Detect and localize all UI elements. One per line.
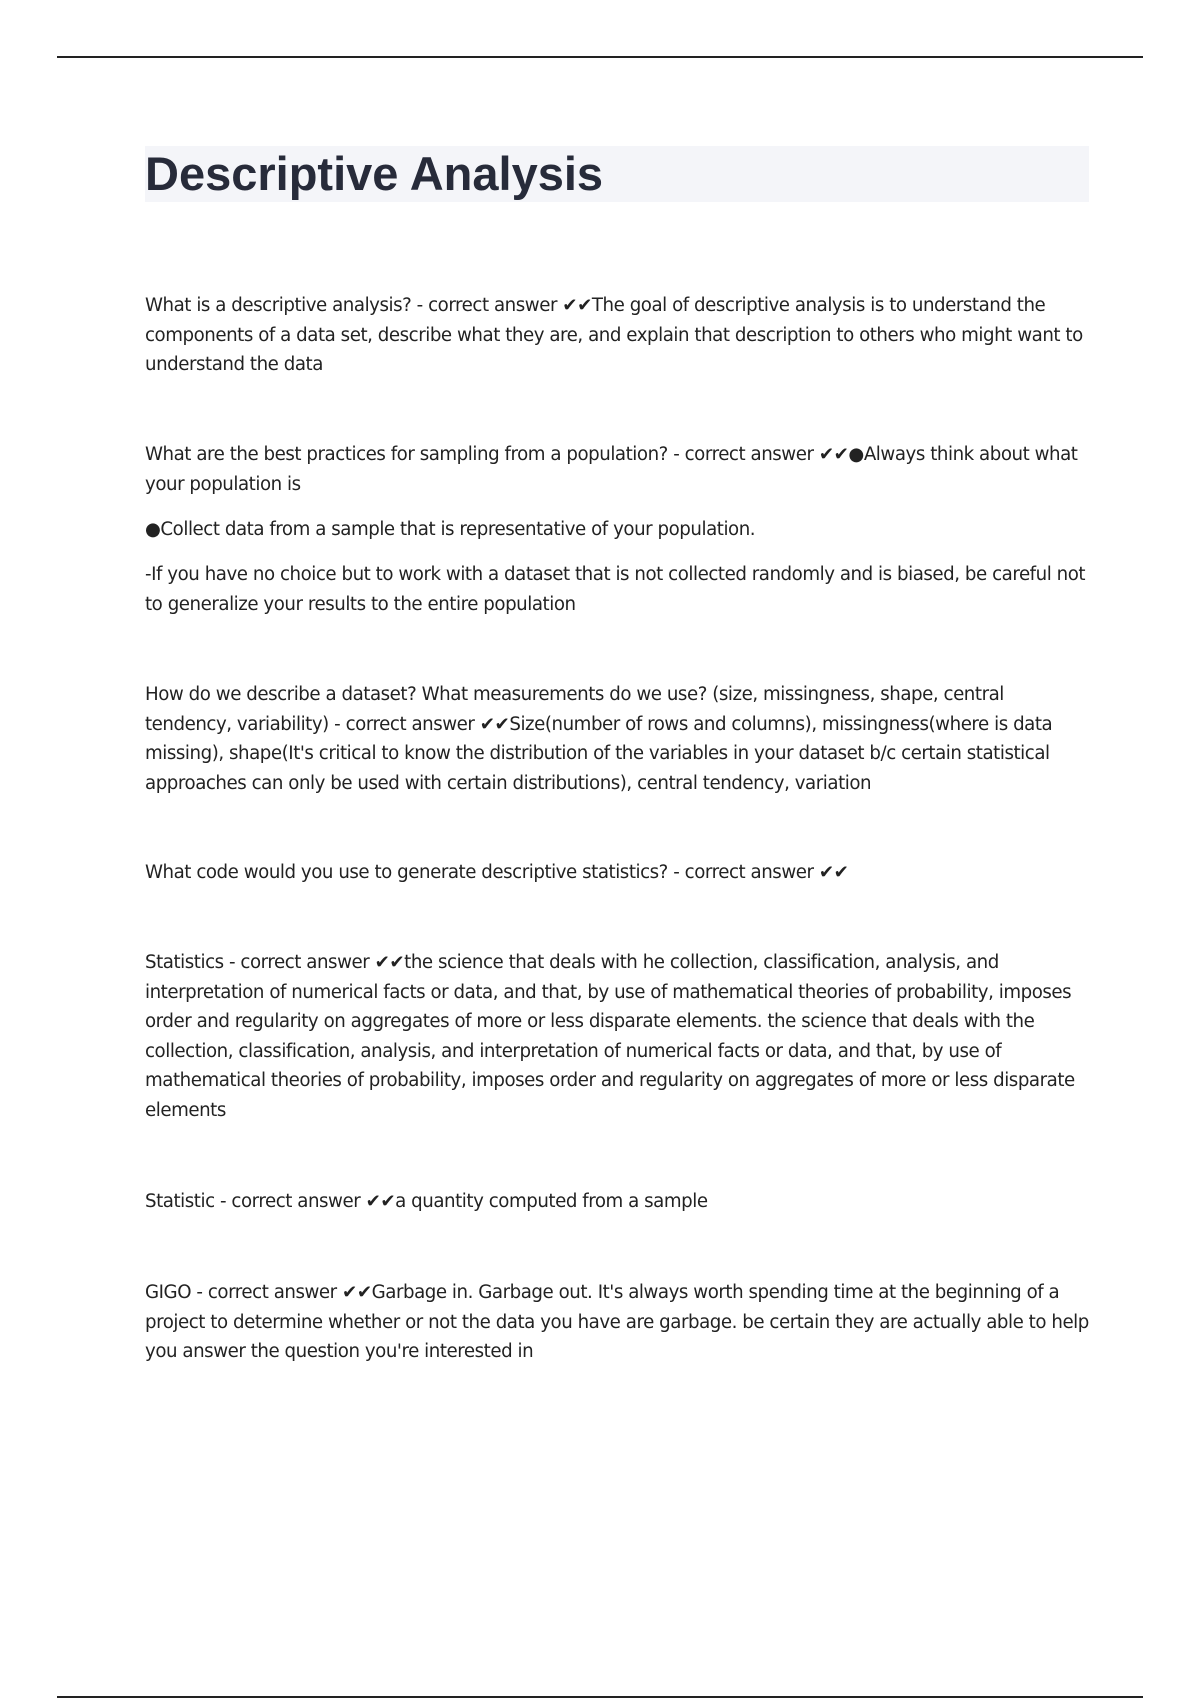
qa-gigo: GIGO - correct answer ✔✔Garbage in. Garbage out. It's always worth spending time at the beginning of a project to determine whether or not the data you have are garbage. be certain they are actually able to help you answer the question you're interested in	[145, 1282, 1089, 1362]
qa-descriptive-analysis: What is a descriptive analysis? - correct answer ✔✔The goal of descriptive analysis is to understand the components of a data set, describe what they are, and explain that description to others who might want to understand the data	[145, 295, 1083, 375]
page-top-rule	[57, 56, 1143, 58]
qa-sampling-note-bias: -If you have no choice but to work with a dataset that is not collected randomly and is biased, be careful not to generalize your results to the entire population	[145, 564, 1086, 615]
qa-sampling-bullet-collect: ●Collect data from a sample that is representative of your population.	[145, 519, 756, 540]
page-bottom-rule	[57, 1696, 1143, 1698]
qa-describe-dataset: How do we describe a dataset? What measurements do we use? (size, missingness, shape, central tendency, variability) - correct answer ✔✔Size(number of rows and columns), missingness(where is data missing), shape(It's critical to know the distribution of the variables in your dataset b/c certain statistical approaches can only be used with certain distributions), central tendency, variation	[145, 684, 1053, 794]
title-banner	[145, 146, 1089, 202]
qa-sampling-best-practices: What are the best practices for sampling from a population? - correct answer ✔✔●Always think about what your population is	[145, 444, 1078, 495]
qa-descriptive-code: What code would you use to generate descriptive statistics? - correct answer ✔✔	[145, 862, 849, 883]
page-title: Descriptive Analysis	[145, 147, 604, 200]
qa-statistic-definition: Statistic - correct answer ✔✔a quantity computed from a sample	[145, 1191, 708, 1212]
qa-statistics-definition: Statistics - correct answer ✔✔the science that deals with he collection, classification, analysis, and interpretation of numerical facts or data, and that, by use of mathematical theories of probability, imposes order and regularity on aggregates of more or less disparate elements. the science that deals with the collection, classification, analysis, and interpretation of numerical facts or data, and that, by use of mathematical theories of probability, imposes order and regularity on aggregates of more or less disparate elements	[145, 952, 1075, 1121]
